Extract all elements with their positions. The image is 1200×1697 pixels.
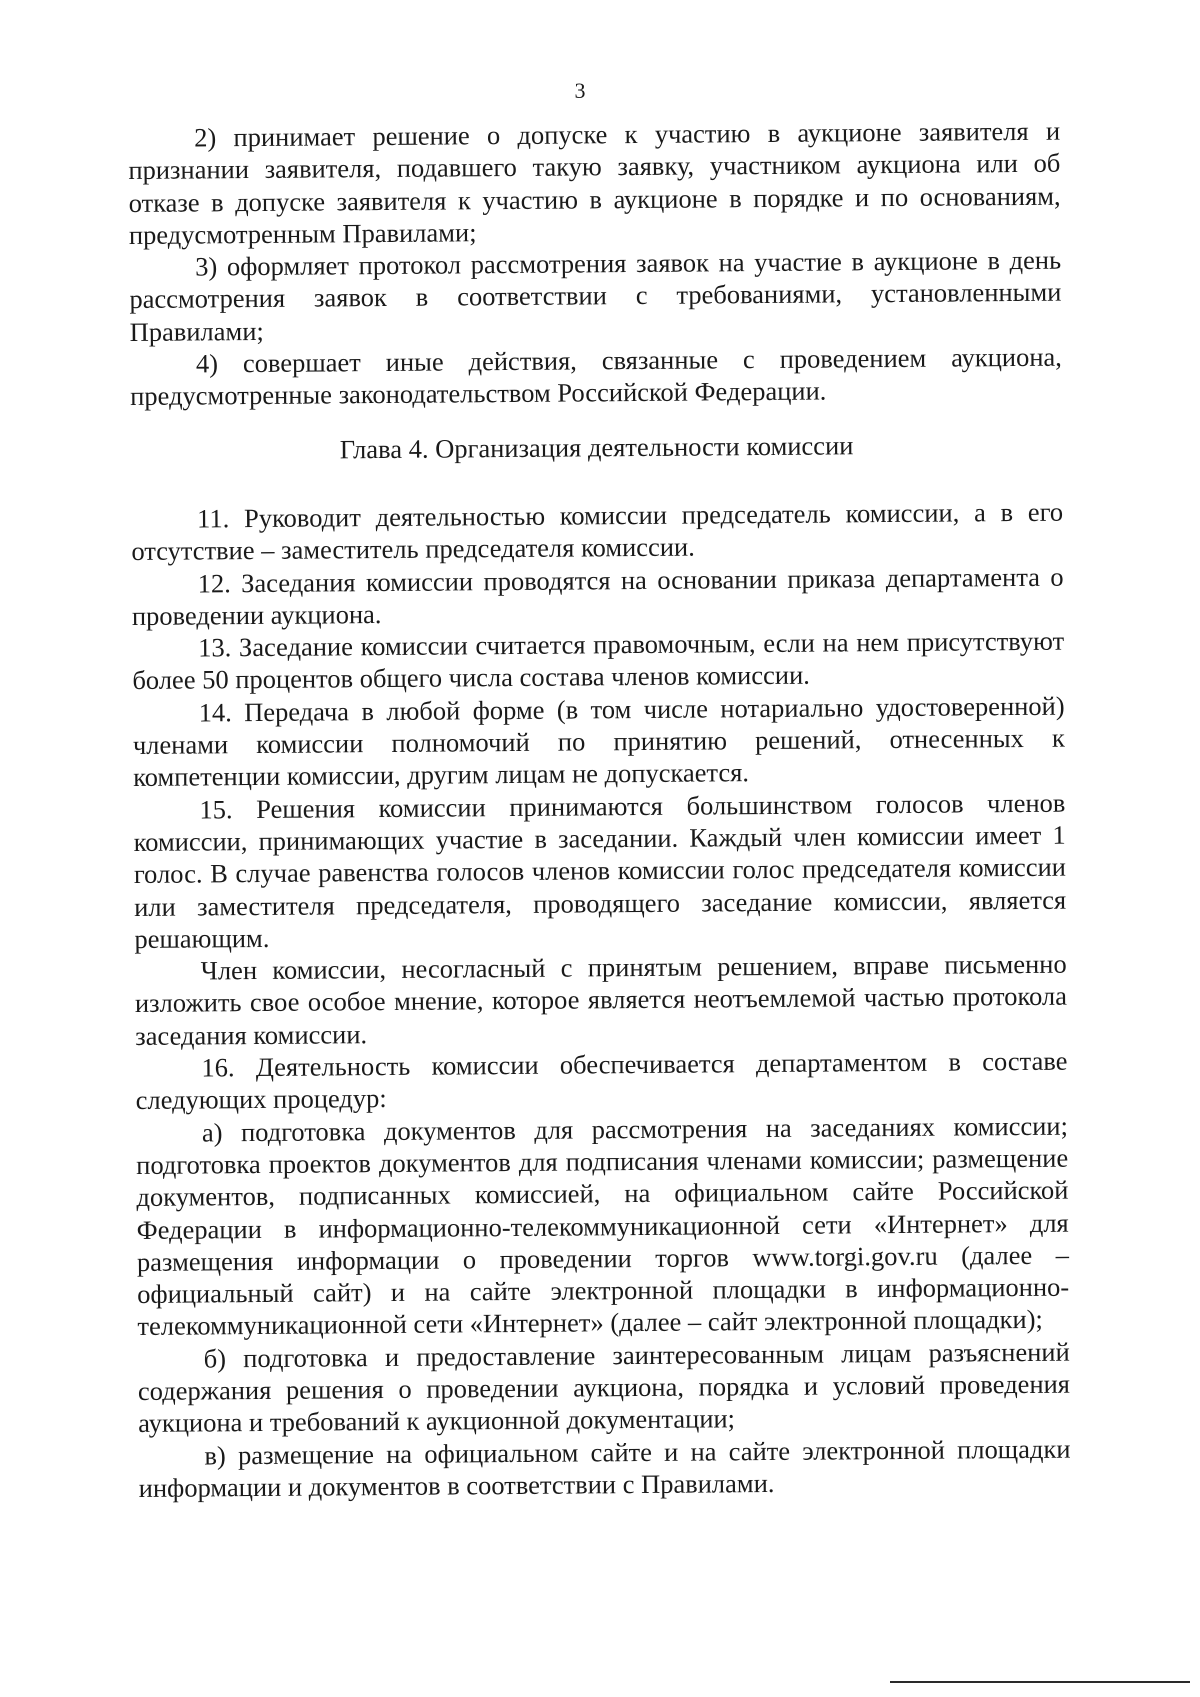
paragraph-13: 13. Заседание комиссии считается правомочным, если на нем присутствуют более 50 процентов общего числа состава членов комиссии. xyxy=(132,625,1065,696)
page-number: 3 xyxy=(574,78,586,103)
paragraph-15: 15. Решения комиссии принимаются большинством голосов членов комиссии, принимающих участие в заседании. Каждый член комиссии имеет 1 голос. В случае равенства голосов членов комиссии голос председателя комиссии или заместителя председателя, проводящего заседание комиссии, является решающим. xyxy=(133,787,1067,954)
paragraph-16-a: а) подготовка документов для рассмотрения на заседаниях комиссии; подготовка проектов документов для подписания членами комиссии; размещение документов, подписанных комиссией, на официальном сайте Российской Федерации в информационно-телекоммуникационной сети «Интернет» для размещения информации о проведении торгов www.torgi.gov.ru (далее – официальный сайт) и на сайте электронной площадки в информационно-телекоммуникационной сети «Интернет» (далее – сайт электронной площадки); xyxy=(136,1110,1070,1342)
paragraph-item-3: 3) оформляет протокол рассмотрения заявок на участие в аукционе в день рассмотрения заявок в соответствии с требованиями, установленными Правилами; xyxy=(129,244,1062,347)
paragraph-11: 11. Руководит деятельностью комиссии председатель комиссии, а в его отсутствие – заместитель председателя комиссии. xyxy=(131,496,1064,567)
document-body xyxy=(128,115,1071,1504)
paragraph-item-4: 4) совершает иные действия, связанные с проведением аукциона, предусмотренные законодательством Российской Федерации. xyxy=(130,341,1062,412)
paragraph-16-v: в) размещение на официальном сайте и на сайте электронной площадки информации и документов в соответствии с Правилами. xyxy=(138,1433,1071,1503)
paragraph-15-dissent: Член комиссии, несогласный с принятым решением, вправе письменно изложить свое особое мнение, которое является неотъемлемой частью протокола заседания комиссии. xyxy=(134,948,1068,1051)
paragraph-14: 14. Передача в любой форме (в том числе нотариально удостоверенной) членами комиссии полномочий по принятию решений, отнесенных к компетенции комиссии, другим лицам не допускается. xyxy=(132,690,1065,793)
paragraph-item-2: 2) принимает решение о допуске к участию в аукционе заявителя и признании заявителя, подавшего такую заявку, участником аукциона или об отказе в допуске заявителя к участию в аукционе в порядке и по основаниям, предусмотренным Правилами; xyxy=(128,115,1061,250)
chapter-heading: Глава 4. Организация деятельности комиссии xyxy=(339,429,854,465)
paragraph-16: 16. Деятельность комиссии обеспечивается департаментом в составе следующих процедур: xyxy=(135,1045,1068,1116)
paragraph-12: 12. Заседания комиссии проводятся на основании приказа департамента о проведении аукциона. xyxy=(131,561,1064,631)
paragraph-16-b: б) подготовка и предоставление заинтересованным лицам разъяснений содержания решения о проведении аукциона, порядка и условий проведения аукциона и требований к аукционной документации; xyxy=(137,1336,1071,1439)
footer-divider xyxy=(890,1681,1190,1683)
